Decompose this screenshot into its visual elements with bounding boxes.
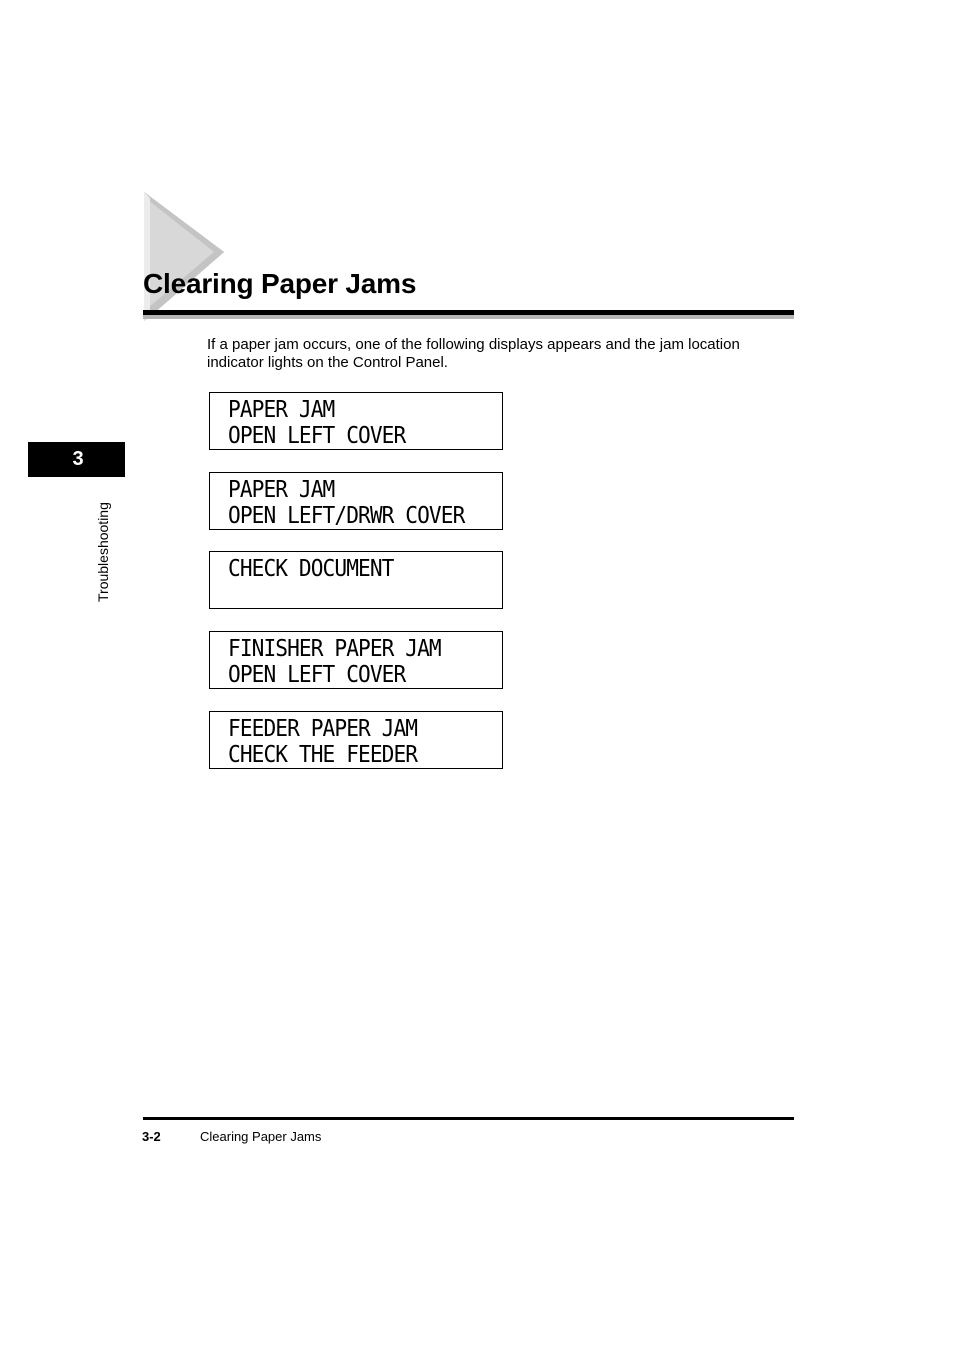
footer-rule	[143, 1117, 794, 1120]
lcd-line-2: OPEN LEFT/DRWR COVER	[228, 503, 465, 529]
lcd-line-2	[228, 582, 480, 608]
lcd-line-1: PAPER JAM	[228, 477, 335, 503]
lcd-line-2: OPEN LEFT COVER	[228, 423, 406, 449]
lcd-line-1: FEEDER PAPER JAM	[228, 716, 418, 742]
chapter-label-container	[95, 487, 113, 602]
section-triangle-graphic	[140, 190, 240, 325]
chapter-tab	[28, 442, 125, 477]
chapter-label: Troubleshooting	[95, 502, 111, 602]
lcd-line-1: PAPER JAM	[228, 397, 335, 423]
intro-paragraph: If a paper jam occurs, one of the following displays appears and the jam location indicator lights on the Control Panel.	[207, 336, 740, 371]
lcd-display	[209, 551, 503, 609]
page-title: Clearing Paper Jams	[143, 268, 417, 299]
lcd-line-1: FINISHER PAPER JAM	[228, 636, 441, 662]
title-rule-shadow	[143, 315, 794, 319]
footer-section-title: Clearing Paper Jams	[200, 1129, 322, 1144]
lcd-display	[209, 392, 503, 450]
lcd-display	[209, 631, 503, 689]
lcd-display	[209, 711, 503, 769]
lcd-line-1: CHECK DOCUMENT	[228, 556, 394, 582]
lcd-line-2: CHECK THE FEEDER	[228, 742, 418, 768]
lcd-line-2: OPEN LEFT COVER	[228, 662, 406, 688]
footer-page-number: 3-2	[142, 1129, 161, 1144]
chapter-number: 3	[72, 448, 84, 470]
lcd-display	[209, 472, 503, 530]
